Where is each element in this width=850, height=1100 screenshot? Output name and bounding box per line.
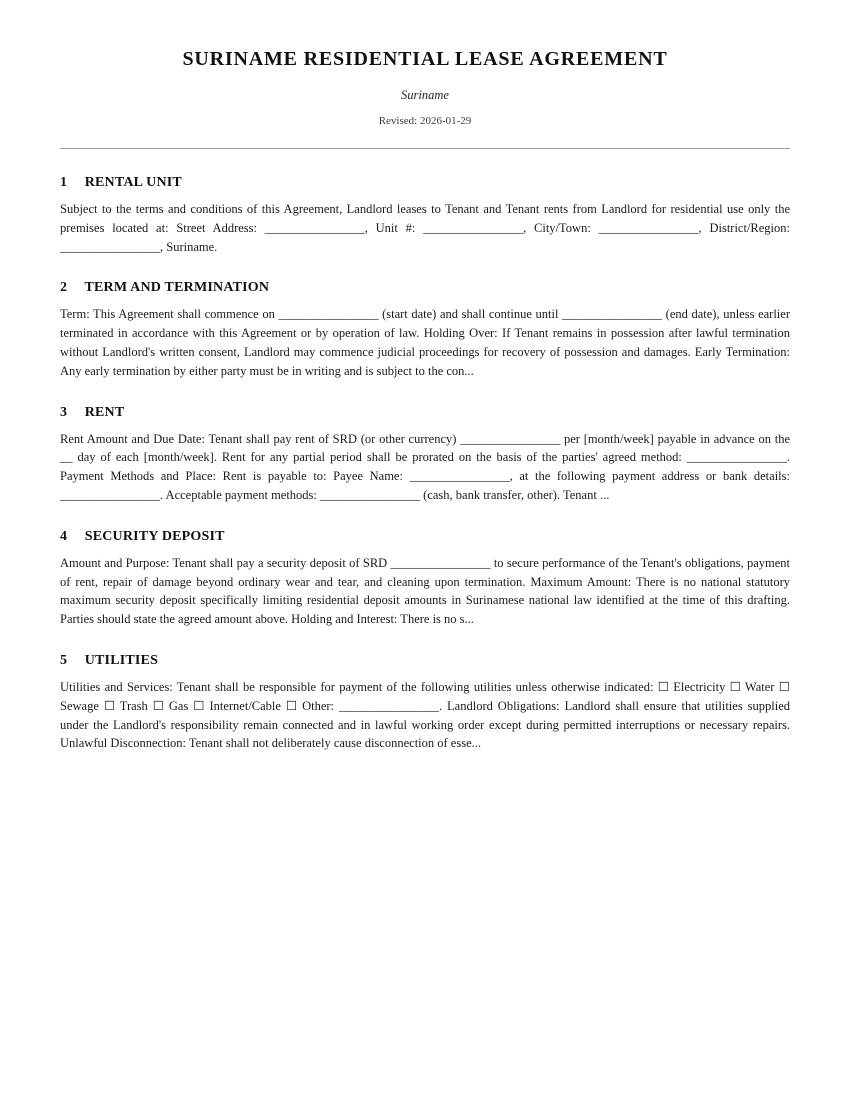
revision-date: Revised: 2026-01-29 (378, 115, 472, 127)
section-number: 3 (60, 404, 68, 420)
section-security-deposit (60, 528, 790, 629)
document-header (60, 0, 790, 128)
section-rent (60, 404, 790, 505)
section-number: 2 (60, 280, 68, 296)
header-divider (60, 148, 790, 149)
section-body: Subject to the terms and conditions of this Agreement, Landlord leases to Tenant and Tenant rents from Landlord for residential use only the premises located at: Street Address: ________________, Unit #: ________________, City/Town: ________________, District/Region: ________________, Suriname. (60, 202, 790, 254)
section-number: 1 (60, 175, 68, 190)
section-body: Term: This Agreement shall commence on ________________ (start date) and shall continue until ________________ (end date), unless earlier terminated in accordance with this Agreement or by operation of law. Holding Over: If Tenant remains in possession after lawful termination without Landlord's written consent, Landlord may commence judicial proceedings for recovery of possession and damages. Early Termination: Any early termination by either party must be in writing and is subject to the con... (60, 307, 790, 378)
section-heading (60, 528, 790, 545)
section-body: Rent Amount and Due Date: Tenant shall pay rent of SRD (or other currency) ________________ per [month/week] payable in advance on the __ day of each [month/week]. Rent for any partial period shall be prorated on the basis of the parties' agreed method: ________________. Payment Methods and Place: Rent is payable to: Payee Name: ________________, at the following payment address or bank details: ________________. Acceptable payment methods: ________________ (cash, bank transfer, other). Tenant ... (60, 431, 790, 502)
section-body: Utilities and Services: Tenant shall be responsible for payment of the following utilities unless otherwise indicated: ☐ Electricity ☐ Water ☐ Sewage ☐ Trash ☐ Gas ☐ Internet/Cable ☐ Other: ________________. Landlord Obligations: Landlord shall ensure that utilities supplied under the Landlord's responsibility remain connected and in lawful working order except during permitted interruptions or necessary repairs. Unlawful Disconnection: Tenant shall not deliberately cause disconnection of esse... (60, 679, 790, 751)
section-utilities (60, 652, 790, 753)
section-number: 4 (60, 528, 68, 544)
section-title: TERM AND TERMINATION (84, 280, 270, 296)
section-heading (60, 404, 790, 421)
section-term-and-termination (60, 279, 790, 380)
section-body: Amount and Purpose: Tenant shall pay a security deposit of SRD ________________ to secure performance of the Tenant's obligations, payment of rent, repair of damage beyond ordinary wear and tear, and cleaning upon termination. Maximum Amount: There is no national statutory maximum security deposit specifically limiting residential deposit amounts in Surinamese national law identified at the time of this drafting. Parties should state the agreed amount above. Holding and Interest: There is no s... (60, 555, 790, 627)
section-rental-unit (60, 174, 790, 256)
section-heading (60, 174, 790, 191)
section-heading (60, 279, 790, 296)
section-heading (60, 652, 790, 669)
document-subtitle: Suriname (401, 88, 449, 102)
document-title: SURINAME RESIDENTIAL LEASE AGREEMENT (182, 48, 668, 70)
section-number: 5 (60, 652, 68, 668)
section-title: UTILITIES (84, 652, 159, 668)
section-title: SECURITY DEPOSIT (84, 528, 225, 544)
section-title: RENTAL UNIT (84, 175, 182, 190)
section-title: RENT (84, 404, 125, 420)
